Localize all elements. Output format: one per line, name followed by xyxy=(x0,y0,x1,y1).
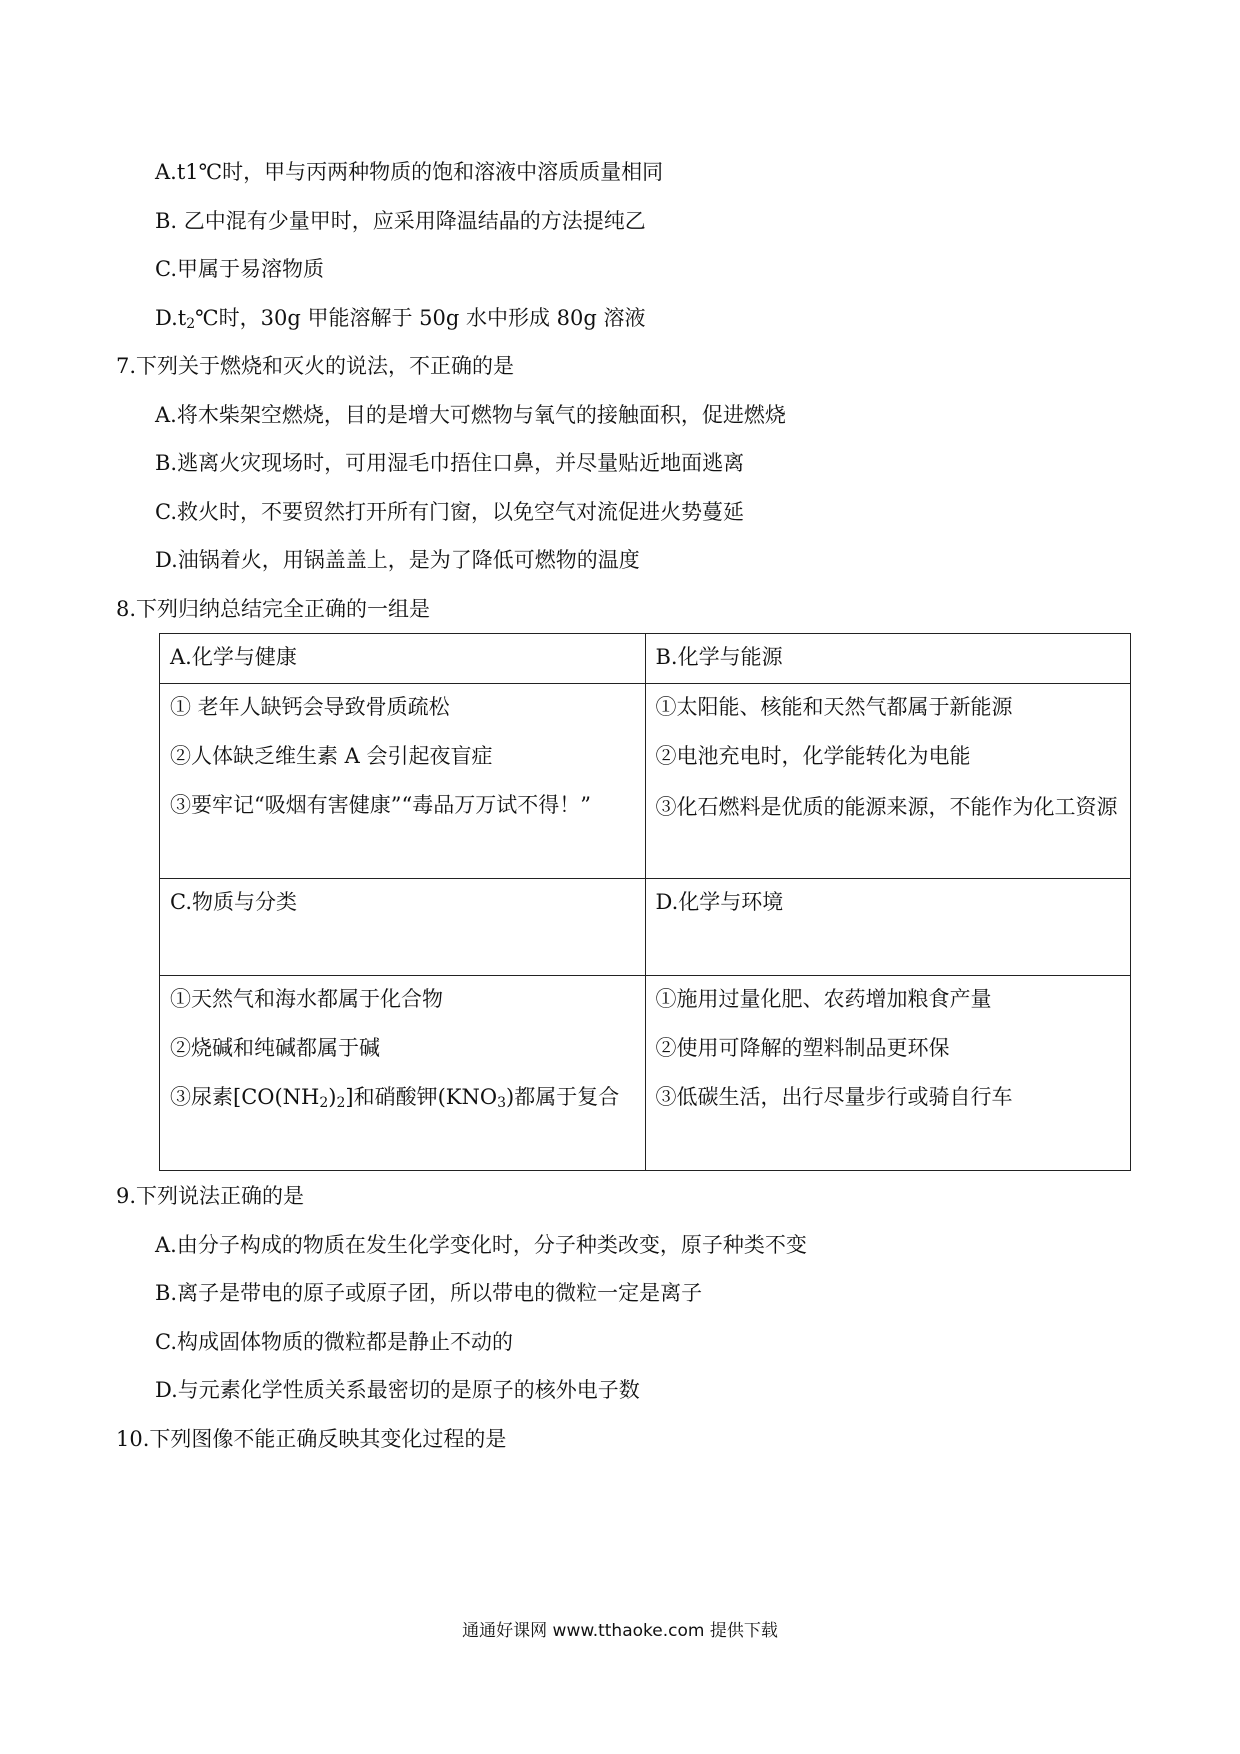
list-item: ②人体缺乏维生素 A 会引起夜盲症 xyxy=(170,744,493,768)
q8-cell-c-items xyxy=(160,976,646,1171)
list-item: ③低碳生活，出行尽量步行或骑自行车 xyxy=(655,1085,1013,1109)
q9-option-b: B.离子是带电的原子或原子团，所以带电的微粒一定是离子 xyxy=(155,1281,703,1305)
q9-option-c: C.构成固体物质的微粒都是静止不动的 xyxy=(155,1330,513,1354)
q9-option-d: D.与元素化学性质关系最密切的是原子的核外电子数 xyxy=(155,1378,640,1402)
list-item: ①天然气和海水都属于化合物 xyxy=(170,987,443,1011)
q8-cell-d-title: D.化学与环境 xyxy=(645,879,1131,976)
q7-option-c: C.救火时，不要贸然打开所有门窗，以免空气对流促进火势蔓延 xyxy=(155,500,744,524)
q8-cell-b-title: B.化学与能源 xyxy=(645,634,1131,684)
q7-option-a: A.将木柴架空燃烧，目的是增大可燃物与氧气的接触面积，促进燃烧 xyxy=(155,403,786,427)
q6-option-a: A.t1℃时，甲与丙两种物质的饱和溶液中溶质质量相同 xyxy=(155,160,664,184)
list-item: ②烧碱和纯碱都属于碱 xyxy=(170,1036,380,1060)
q7-option-b: B.逃离火灾现场时，可用湿毛巾捂住口鼻，并尽量贴近地面逃离 xyxy=(155,451,745,475)
list-item: ①施用过量化肥、农药增加粮食产量 xyxy=(655,987,992,1011)
list-item: ③化石燃料是优质的能源来源，不能作为化工资源 xyxy=(655,795,1118,819)
q8-cell-b-items xyxy=(645,684,1131,879)
q6-option-c: C.甲属于易溶物质 xyxy=(155,257,324,281)
q8-cell-c-title: C.物质与分类 xyxy=(160,879,646,976)
list-item: ②使用可降解的塑料制品更环保 xyxy=(655,1036,950,1060)
q10-stem: 10.下列图像不能正确反映其变化过程的是 xyxy=(116,1427,507,1451)
q8-summary-table xyxy=(159,633,1131,1171)
q6-option-b: B. 乙中混有少量甲时，应采用降温结晶的方法提纯乙 xyxy=(155,209,646,233)
q9-stem: 9.下列说法正确的是 xyxy=(116,1184,305,1208)
q9-option-a: A.由分子构成的物质在发生化学变化时，分子种类改变，原子种类不变 xyxy=(155,1233,807,1257)
q8-stem: 8.下列归纳总结完全正确的一组是 xyxy=(116,597,431,621)
q6-option-d: $D.t_2℃$时，30g 甲能溶解于 50g 水中形成 80g 溶液 xyxy=(155,306,646,332)
q8-cell-a-title: A.化学与健康 xyxy=(160,634,646,684)
page-footer: 通通好课网 www.tthaoke.com 提供下载 xyxy=(462,1621,778,1641)
list-item: ① 老年人缺钙会导致骨质疏松 xyxy=(170,695,450,719)
q7-option-d: D.油锅着火，用锅盖盖上，是为了降低可燃物的温度 xyxy=(155,548,640,572)
list-item: ③要牢记“吸烟有害健康”“毒品万万试不得！” xyxy=(170,793,591,817)
q7-stem: 7.下列关于燃烧和灭火的说法，不正确的是 xyxy=(116,354,515,378)
q8-cell-d-items xyxy=(645,976,1131,1171)
list-item: ③尿素$[CO(NH_2)_2]$和硝酸钾$(KNO_3)$都属于复合 xyxy=(170,1085,620,1111)
list-item: ②电池充电时，化学能转化为电能 xyxy=(655,744,971,768)
q8-cell-a-items xyxy=(160,684,646,879)
list-item: ①太阳能、核能和天然气都属于新能源 xyxy=(655,695,1013,719)
